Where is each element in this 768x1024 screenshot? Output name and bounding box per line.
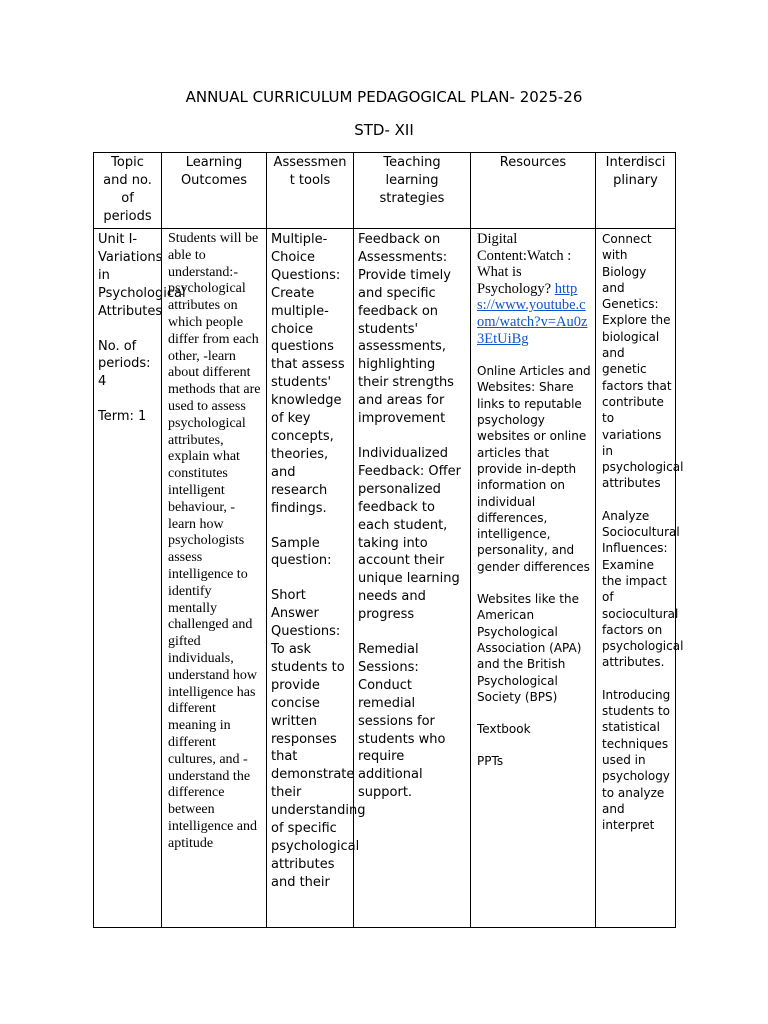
resources-p3: Websites like the American Psychological Association (APA) and the British Psychological Society (BPS) [477,592,582,704]
assessment-p2: Sample question: [271,535,332,569]
header-row [94,153,676,229]
resources-digital-content: Digital Content:Watch : What is Psychology? [477,231,572,297]
header-topic: Topic and no. of periods [94,153,162,229]
interdisciplinary-cell [596,229,684,928]
learning-outcomes-text: Students will be able to understand:- psychological attributes on which people differ from each other, -learn about different methods that are used to assess psychological attributes, explain what constitutes intelligent behaviour, -learn how psychologists assess intelligence to identify mentally challenged and gifted individuals, understand how intelligence has different meaning in different cultures, and - understand the difference between intelligence and aptitude [168,231,261,851]
topic-cell [94,229,186,928]
header-assessment-tools: Assessmen t tools [267,153,354,229]
topic-term: Term: 1 [98,409,147,425]
interdisciplinary-p2: Analyze Sociocultural Influences: Examine the impact of sociocultural factors on psychological attributes. [602,508,684,670]
document-title: ANNUAL CURRICULUM PEDAGOGICAL PLAN- 2025-26 [185,88,583,106]
interdisciplinary-p1: Connect with Biology and Genetics: Explore the biological and genetic factors that contribute to variations in psychological attributes [602,232,684,491]
topic-unit: Unit I- Variations in Psychological Attributes [98,232,186,319]
assessment-p1: Multiple-Choice Questions: Create multiple-choice questions that assess students' knowledge of key concepts, theories, and research findings. [271,232,345,516]
learning-outcomes-cell [162,229,267,928]
interdisciplinary-p3: Introducing students to statistical techniques used in psychology to analyze and interpret [602,687,671,833]
topic-periods-value: 4 [98,374,107,390]
table-row [94,229,676,928]
document-subtitle: STD- XII [354,121,414,139]
teaching-p1: Feedback on Assessments: Provide timely and specific feedback on students' assessments, highlighting their strengths and areas for improvement [358,232,454,427]
header-learning-outcomes: Learning Outcomes [162,153,267,229]
youtube-link[interactable]: https://www.youtube.com/watch?v=Au0z3EtUiBg [477,280,588,347]
header-teaching-strategies: Teaching learning strategies [354,153,471,229]
teaching-p2: Individualized Feedback: Offer personalized feedback to each student, taking into account their unique learning needs and progress [358,445,461,623]
header-resources: Resources [471,153,596,229]
resources-p5: PPTs [477,754,504,769]
resources-p4: Textbook [477,722,531,737]
assessment-p3: Short Answer Questions: To ask students to provide concise written responses that demonstrate their understanding of specific psychological attributes and their [271,588,366,890]
assessment-tools-cell [267,229,366,928]
curriculum-table [93,152,684,928]
teaching-strategies-cell [354,229,471,928]
resources-p2: Online Articles and Websites: Share links to reputable psychology websites or online articles that provide in-depth information on individual differences, intelligence, personality, and gender differences [477,364,591,574]
teaching-p3: Remedial Sessions: Conduct remedial sessions for students who require additional support. [358,642,446,801]
resources-cell [471,229,596,928]
topic-periods-label: No. of periods: [98,338,151,372]
header-interdisciplinary: Interdisci plinary [596,153,676,229]
